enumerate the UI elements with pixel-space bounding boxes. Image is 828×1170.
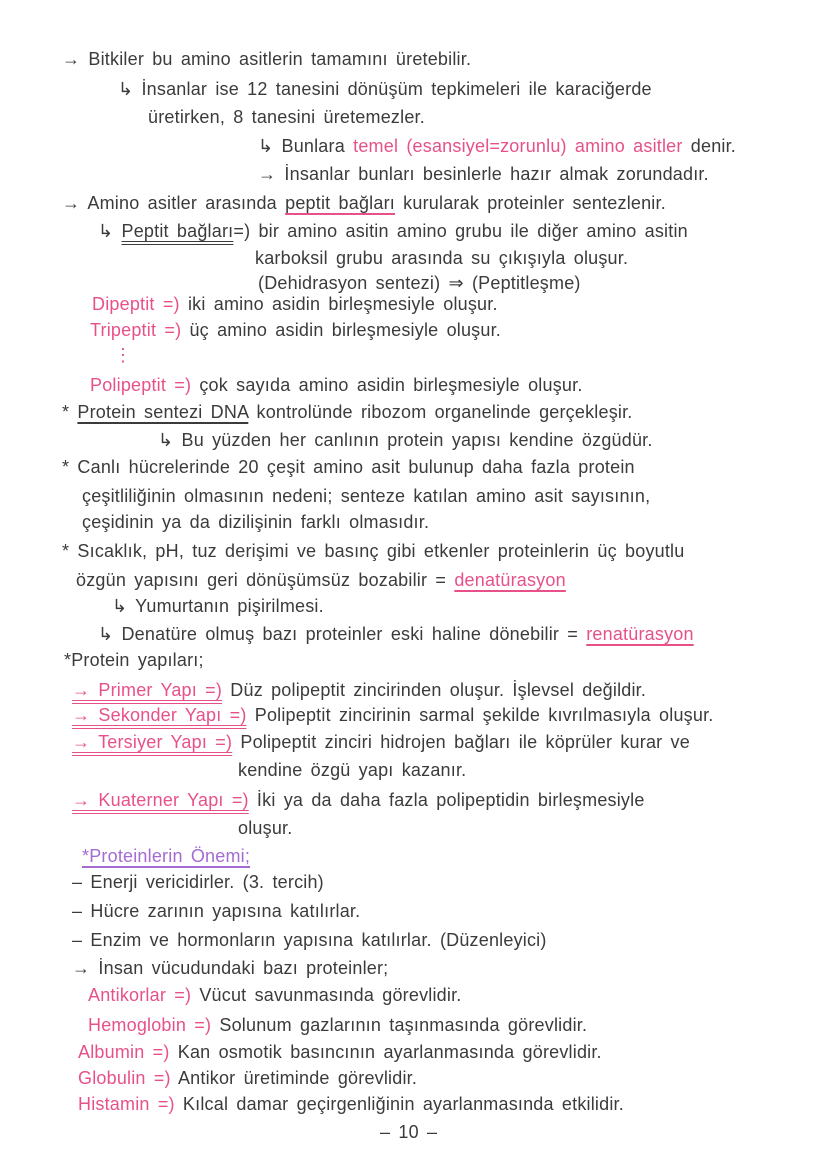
note-line: – Hücre zarının yapısına katılırlar. [72, 901, 361, 921]
text: Düz polipeptit zincirinden oluşur. İşlevsel değildir. [222, 680, 647, 700]
term: Histamin =) [78, 1094, 175, 1114]
text: iki amino asidin birleşmesiyle oluşur. [179, 294, 498, 314]
note-line: karboksil grubu arasında su çıkışıyla oluşur. [255, 248, 629, 268]
term: Antikorlar =) [88, 985, 192, 1005]
text: Kan osmotik basıncının ayarlanmasında görevlidir. [169, 1042, 602, 1062]
note-line [98, 220, 688, 242]
text: Solunum gazlarının taşınmasında görevlidir. [211, 1015, 588, 1035]
note-line: * Sıcaklık, pH, tuz derişimi ve basınç gibi etkenler proteinlerin üç boyutlu [62, 541, 685, 561]
note-line [78, 1093, 624, 1115]
term: Tripeptit =) [90, 320, 182, 340]
note-line [78, 1041, 602, 1063]
text: Antikor üretiminde görevlidir. [170, 1068, 418, 1088]
underlined-term: Protein sentezi DNA [77, 402, 249, 422]
text: Polipeptit zincirinin sarmal şekilde kıvrılmasıyla oluşur. [246, 705, 714, 725]
note-line [72, 704, 714, 726]
text: özgün yapısını geri dönüşümsüz bozabilir = [76, 570, 455, 590]
text: kontrolünde ribozom organelinde gerçekleşir. [248, 402, 633, 422]
section-heading: *Protein yapıları; [64, 650, 204, 670]
text: kurularak proteinler sentezlenir. [394, 193, 666, 213]
text: ↳ [98, 221, 122, 241]
text: Polipeptit zinciri hidrojen bağları ile köprüler kurar ve [232, 732, 690, 752]
note-line [92, 293, 498, 315]
term: → Kuaterner Yapı =) [72, 790, 249, 810]
note-line: – Enerji vericidirler. (3. tercih) [72, 872, 324, 892]
text: ↳ Bunlara [258, 136, 354, 156]
underlined-term: Peptit bağları [121, 221, 234, 241]
note-line: üretirken, 8 tanesini üretemezler. [148, 107, 425, 127]
text: üç amino asidin birleşmesiyle oluşur. [181, 320, 501, 340]
note-line: kendine özgü yapı kazanır. [238, 760, 467, 780]
text: çok sayıda amino asidin birleşmesiyle oluşur. [191, 375, 583, 395]
note-line [88, 984, 461, 1006]
text: İki ya da daha fazla polipeptidin birleşmesiyle [248, 790, 645, 810]
note-line: (Dehidrasyon sentezi) ⇒ (Peptitleşme) [258, 273, 581, 293]
text: =) bir amino asitin amino grubu ile diğer amino asitin [233, 221, 688, 241]
term: Albumin =) [78, 1042, 170, 1062]
note-line [90, 319, 501, 341]
note-line [72, 679, 646, 701]
note-line: * Canlı hücrelerinde 20 çeşit amino asit bulunup daha fazla protein [62, 457, 635, 477]
note-line [62, 401, 633, 423]
term: Dipeptit =) [92, 294, 180, 314]
term: → Sekonder Yapı =) [72, 705, 247, 725]
section-heading: *Proteinlerin Önemi; [82, 846, 251, 866]
text: ↳ Denatüre olmuş bazı proteinler eski haline dönebilir = [98, 624, 587, 644]
note-line: – Enzim ve hormonların yapısına katılırlar. (Düzenleyici) [72, 930, 547, 950]
term: Hemoglobin =) [88, 1015, 212, 1035]
text: denir. [682, 136, 737, 156]
note-line [90, 374, 583, 396]
text: Kılcal damar geçirgenliğinin ayarlanmasında etkilidir. [174, 1094, 624, 1114]
note-line: → İnsanlar bunları besinlerle hazır almak zorundadır. [258, 164, 709, 184]
note-line: → İnsan vücudundaki bazı proteinler; [72, 958, 389, 978]
note-line [98, 623, 694, 645]
note-line [72, 789, 645, 811]
highlight-term: renatürasyon [586, 624, 694, 644]
highlight-term: temel (esansiyel=zorunlu) amino asitler [353, 136, 683, 156]
term: → Tersiyer Yapı =) [72, 732, 233, 752]
note-line: çeşidinin ya da dizilişinin farklı olmasıdır. [82, 512, 430, 532]
page-number: – 10 – [380, 1122, 438, 1142]
note-line [72, 731, 690, 753]
note-line: ↳ Bu yüzden her canlının protein yapısı kendine özgüdür. [158, 430, 653, 450]
term: → Primer Yapı =) [72, 680, 223, 700]
note-line [78, 1067, 417, 1089]
underlined-term: peptit bağları [285, 193, 395, 213]
term: Polipeptit =) [90, 375, 192, 395]
text: * [62, 402, 78, 422]
note-line: ↳ Yumurtanın pişirilmesi. [112, 596, 324, 616]
note-line: çeşitliliğinin olmasının nedeni; senteze katılan amino asit sayısının, [82, 486, 651, 506]
note-line [258, 135, 736, 157]
ellipsis: ⋮ [114, 345, 133, 365]
text: Vücut savunmasında görevlidir. [191, 985, 462, 1005]
note-line [76, 569, 566, 591]
text: → Amino asitler arasında [62, 193, 286, 213]
term: Globulin =) [78, 1068, 171, 1088]
note-line [88, 1014, 587, 1036]
note-line: oluşur. [238, 818, 293, 838]
note-line: → Bitkiler bu amino asitlerin tamamını üretebilir. [62, 49, 472, 69]
note-line: ↳ İnsanlar ise 12 tanesini dönüşüm tepkimeleri ile karaciğerde [118, 79, 652, 99]
note-line [62, 192, 666, 214]
highlight-term: denatürasyon [454, 570, 566, 590]
